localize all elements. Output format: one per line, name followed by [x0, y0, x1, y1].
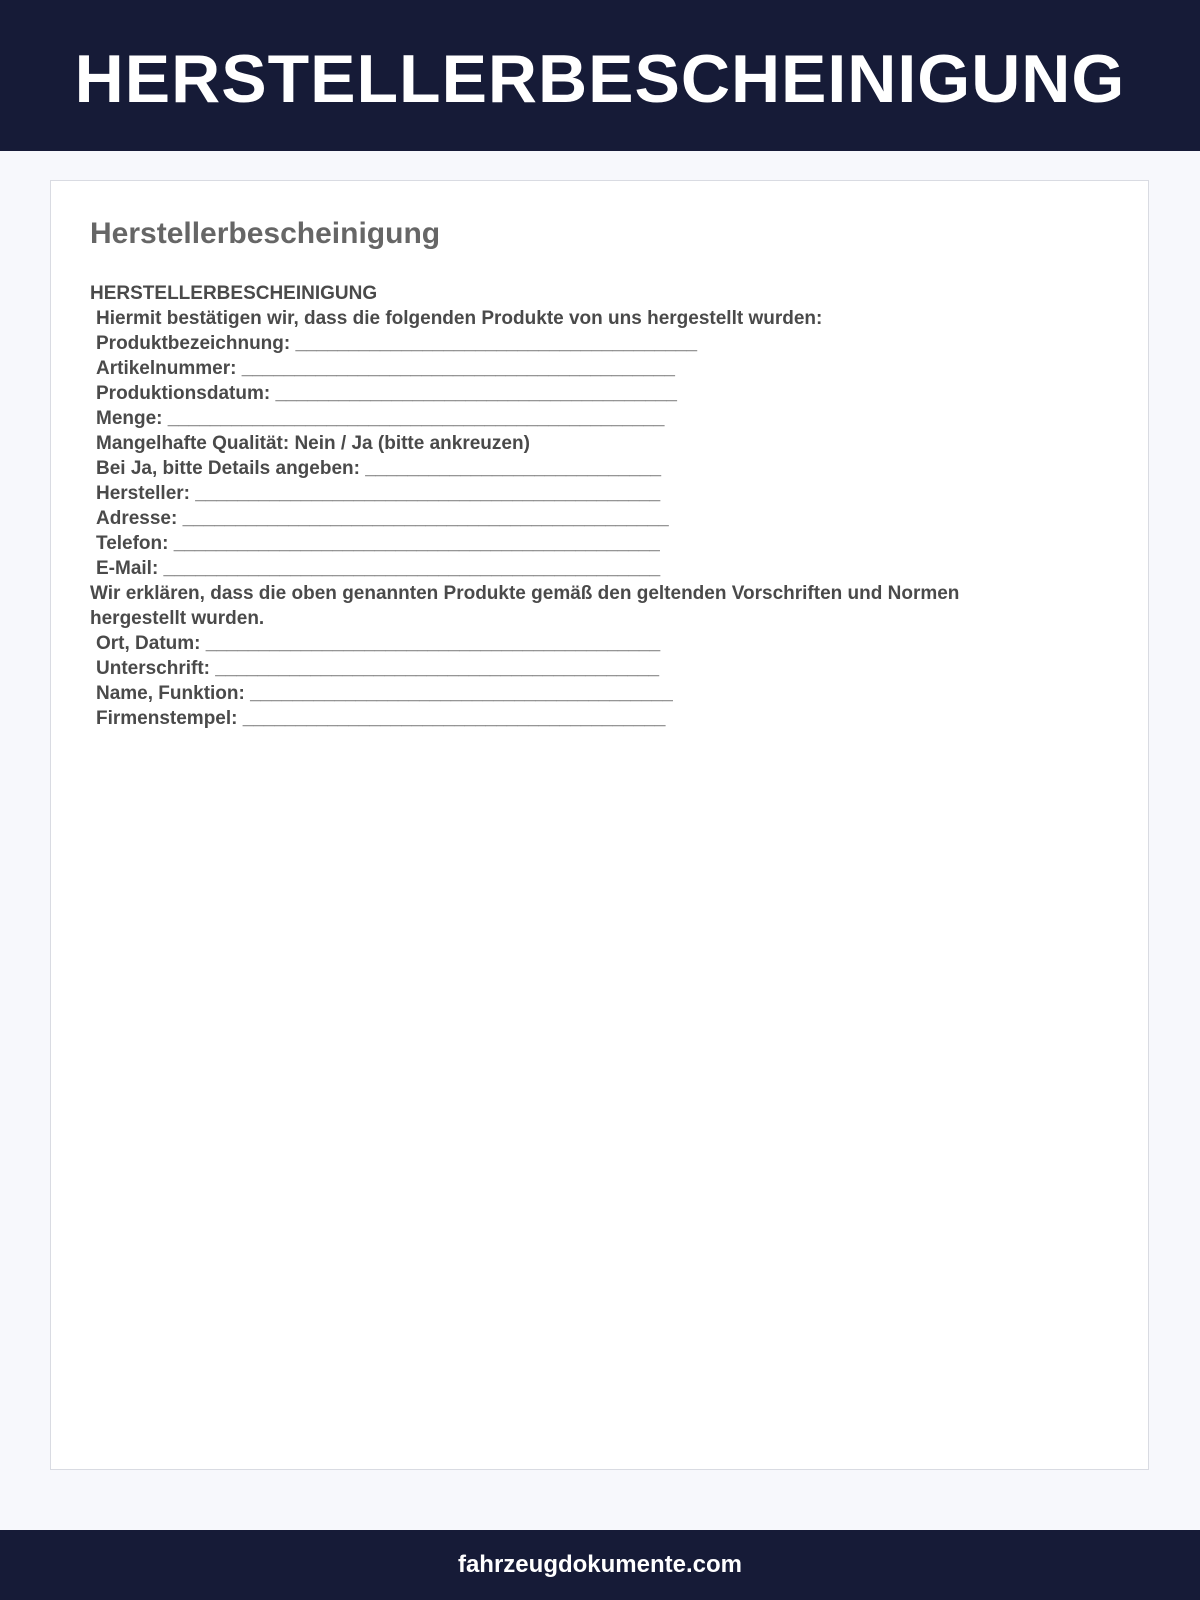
header-title: HERSTELLERBESCHEINIGUNG [74, 40, 1126, 117]
declaration-statement: Wir erklären, dass die oben genannten Produkte gemäß den geltenden Vorschriften und Normen hergestellt wurden. [90, 583, 960, 629]
field-phone: Telefon: ______________________________________________ [96, 533, 660, 554]
field-product-name: Produktbezeichnung: ______________________________________ [96, 333, 698, 354]
document-title: Herstellerbescheinigung [90, 217, 441, 250]
page-header [0, 0, 1200, 151]
field-manufacturer: Hersteller: ____________________________________________ [96, 483, 661, 504]
field-production-date: Produktionsdatum: ______________________________________ [96, 383, 677, 404]
field-article-number: Artikelnummer: _________________________________________ [96, 358, 675, 379]
field-email: E-Mail: _______________________________________________ [96, 558, 661, 579]
field-place-date: Ort, Datum: ___________________________________________ [96, 633, 661, 654]
field-quantity: Menge: _______________________________________________ [96, 408, 665, 429]
field-signature: Unterschrift: __________________________________________ [96, 658, 660, 679]
document-body [90, 281, 1090, 731]
page-footer [0, 1530, 1200, 1600]
document-card [50, 180, 1149, 1470]
footer-domain: fahrzeugdokumente.com [457, 1551, 743, 1578]
field-defective-quality: Mangelhafte Qualität: Nein / Ja (bitte ankreuzen) [96, 433, 530, 454]
field-name-function: Name, Funktion: ________________________________________ [96, 683, 673, 704]
field-company-stamp: Firmenstempel: ________________________________________ [96, 708, 666, 729]
field-address: Adresse: ______________________________________________ [96, 508, 669, 529]
field-defect-details: Bei Ja, bitte Details angeben: ____________________________ [96, 458, 662, 479]
document-heading: HERSTELLERBESCHEINIGUNG [90, 283, 378, 304]
intro-statement: Hiermit bestätigen wir, dass die folgenden Produkte von uns hergestellt wurden: [96, 308, 823, 329]
